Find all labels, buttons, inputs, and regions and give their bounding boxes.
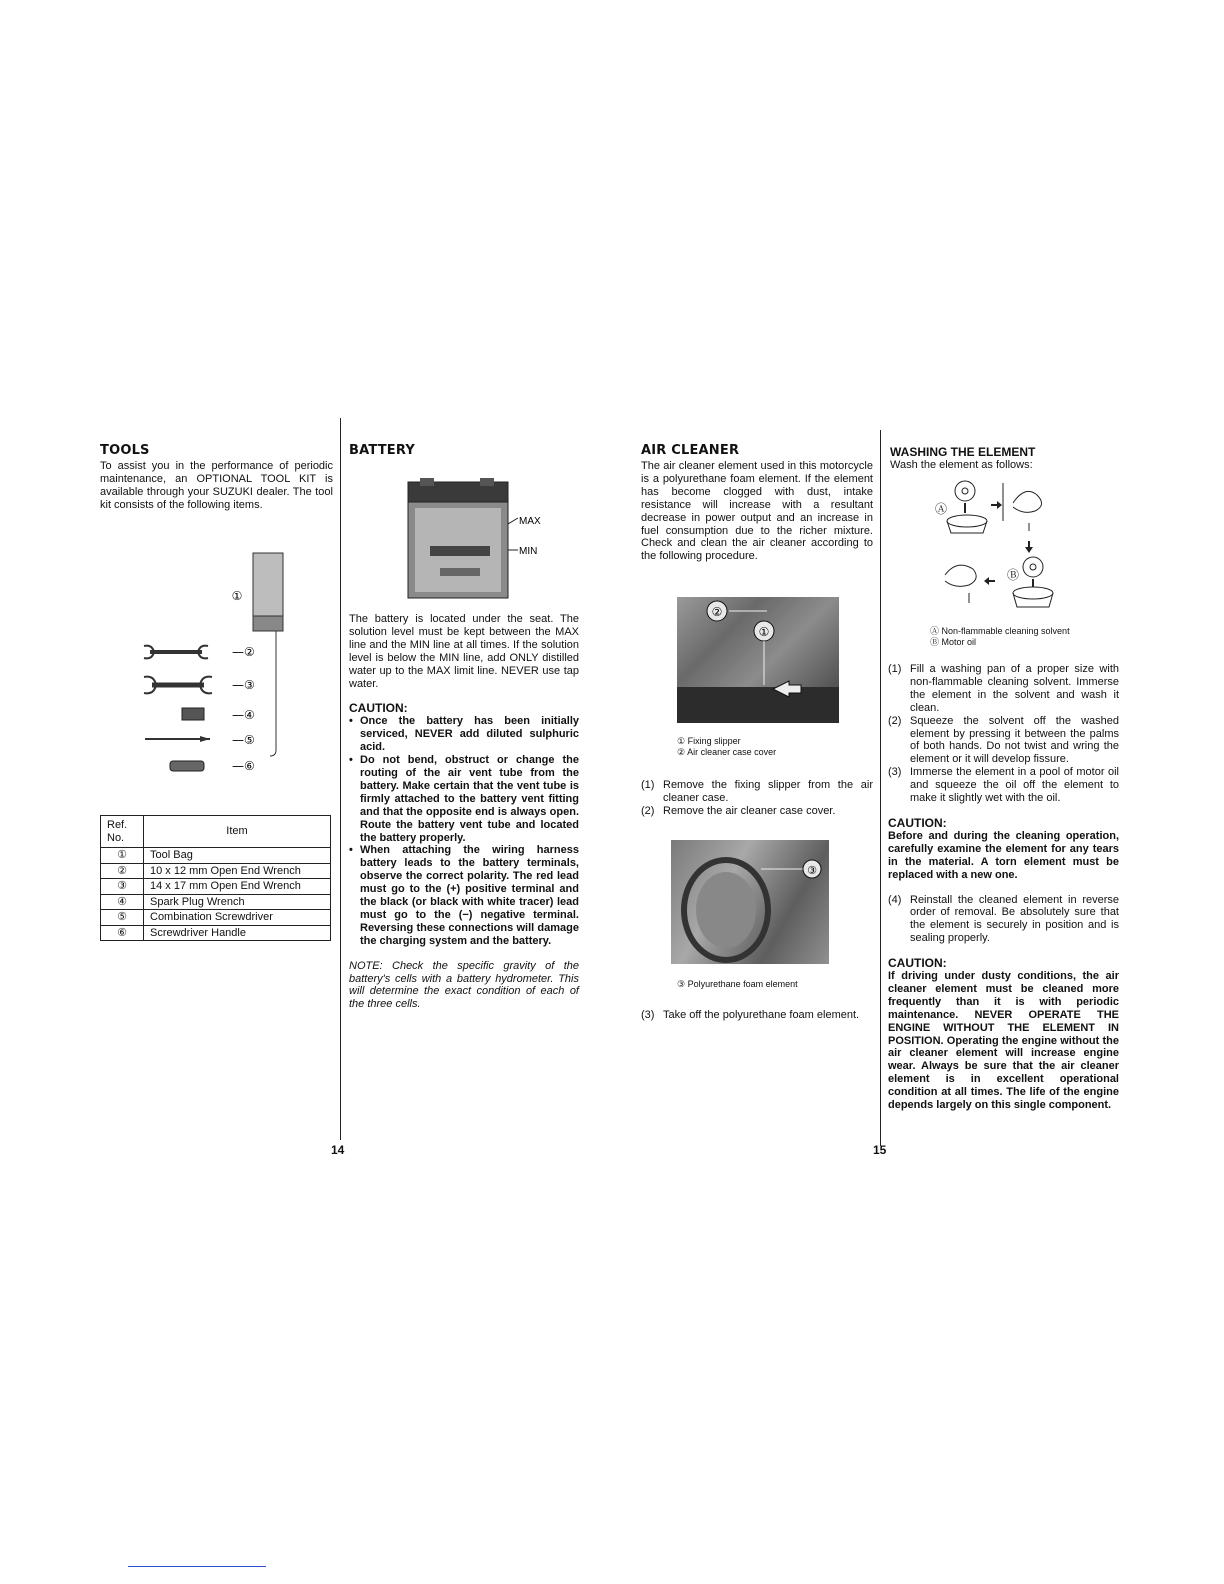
table-header-row: [101, 816, 331, 848]
callout-1: ①: [231, 589, 243, 603]
ref-no-header: Ref. No.: [101, 816, 144, 848]
item-header: Item: [144, 816, 331, 848]
screwdriver-handle-icon: [170, 761, 204, 771]
table-row: ③ 14 x 17 mm Open End Wrench: [101, 879, 331, 895]
tool-kit-illustration: [140, 548, 300, 778]
table-row: ④ Spark Plug Wrench: [101, 894, 331, 910]
list-item: (2) Remove the air cleaner case cover.: [641, 804, 836, 817]
callout-6: —⑥: [232, 759, 255, 773]
photo2-callout-3: ③: [807, 864, 817, 877]
diagram-label-b: Ⓑ: [1007, 568, 1020, 582]
battery-note: NOTE: Check the specific gravity of the battery's cells with a battery hydrometer. This will determine the exact condition of each of the three cells.: [349, 959, 579, 1011]
air-cleaner-section: [641, 443, 873, 563]
air-cleaner-heading: AIR CLEANER: [641, 443, 740, 458]
washing-step4: [888, 894, 1119, 946]
list-item: • When attaching the wiring harness battery leads to the battery terminals, observe the correct polarity. The red lead must go to the (+) positive terminal and the black (or black with white tracer) lead must go to the (−) negative terminal. Reversing these connections will damage the charging system and the battery.: [349, 844, 579, 947]
list-item: • Do not bend, obstruct or change the routing of the air vent tube from the battery. Make certain that the vent tube is firmly attached to the battery vent fitting and that the opposite end is always open. Route the battery vent tube and located the battery properly.: [349, 754, 579, 844]
hands-squeeze-icon: [1013, 491, 1042, 512]
table-row: ⑤ Combination Screwdriver: [101, 910, 331, 926]
table-row: ② 10 x 12 mm Open End Wrench: [101, 863, 331, 879]
open-end-wrench-large-icon: [144, 677, 212, 694]
air-cleaner-steps-b: [641, 1009, 873, 1022]
list-item: (3) Take off the polyurethane foam element.: [641, 1009, 860, 1021]
washing-caution1-heading: CAUTION:: [888, 815, 947, 830]
air-cleaner-steps-a: [641, 779, 873, 818]
tools-section: [100, 443, 333, 512]
battery-text: [349, 613, 579, 1011]
list-item: (3) Immerse the element in a pool of motor oil and squeeze the oil off the element to make it slightly wet with the oil.: [888, 766, 1119, 805]
photo2-caption: ③ Polyurethane foam element: [677, 979, 798, 989]
tools-intro: To assist you in the performance of periodic maintenance, an OPTIONAL TOOL KIT is available through your SUZUKI dealer. The tool kit consists of the following items.: [100, 460, 333, 511]
table-row: ⑥ Screwdriver Handle: [101, 925, 331, 941]
washing-caution2-body: If driving under dusty conditions, the air cleaner element must be cleaned more frequently than it is with periodic maintenance. NEVER OPERATE THE ENGINE WITHOUT THE ELEMENT IN POSITION. Operating the engine without the air cleaner element will increase engine wear. Always be sure that the air cleaner element is in excellent operational condition at all times. The life of the engine depends largely on this single component.: [888, 970, 1119, 1112]
washing-steps: [888, 663, 1119, 805]
hands-wring-icon: [945, 565, 976, 586]
washing-caution1-body: Before and during the cleaning operation, carefully examine the element for any tears in the material. A torn element must be replaced with a new one.: [888, 829, 1119, 881]
tools-heading: TOOLS: [100, 443, 150, 458]
column-divider-right: [880, 430, 881, 1146]
washing-text: [888, 663, 1119, 1112]
photo1-callout-1: ①: [758, 625, 770, 639]
washing-legend: Ⓐ Non-flammable cleaning solvent Ⓑ Motor oil: [930, 626, 1070, 647]
page-number-right: 15: [873, 1143, 887, 1157]
table-row: ① Tool Bag: [101, 848, 331, 864]
list-item: (2) Squeeze the solvent off the washed element by pressing it between the palms of both hands. Do not twist and wring the element or it will develop fissure.: [888, 714, 1119, 766]
column-divider: [340, 418, 341, 1140]
page-number-left: 14: [331, 1143, 345, 1157]
open-end-wrench-small-icon: [144, 646, 208, 659]
battery-body: The battery is located under the seat. The solution level must be kept between the MAX line and the MIN line at all times. If the solution level is below the MIN line, add ONLY distilled water up to the MAX limit line. NEVER use tap water.: [349, 613, 579, 690]
battery-caution-list: [349, 715, 579, 947]
battery-illustration: [400, 478, 560, 600]
list-item: (1) Fill a washing pan of a proper size with non-flammable cleaning solvent. Immerse the element in the solvent and wash it clean.: [888, 663, 1119, 714]
list-item: (4) Reinstall the cleaned element in reverse order of removal. Be absolutely sure that the element is securely in position and is sealing properly.: [888, 893, 1119, 945]
battery-heading: BATTERY: [349, 443, 415, 458]
washing-intro: Wash the element as follows:: [890, 459, 1033, 471]
air-cleaner-cover-photo: [677, 597, 839, 723]
diagram-label-a: Ⓐ: [935, 502, 948, 516]
battery-caution-heading: CAUTION:: [349, 701, 408, 716]
washing-caution2-heading: CAUTION:: [888, 956, 947, 971]
washing-heading: WASHING THE ELEMENT: [890, 445, 1036, 459]
photo1-callout-2: ②: [711, 605, 723, 619]
callout-2: —②: [232, 645, 255, 659]
air-cleaner-body: The air cleaner element used in this motorcycle is a polyurethane foam element. If the element has become clogged with dust, intake resistance will increase with a resultant decrease in power output and an increase in fuel consumption due to the richer mixture. Check and clean the air cleaner according to the following procedure.: [641, 460, 873, 563]
spark-plug-wrench-icon: [182, 708, 204, 720]
washing-section: [890, 445, 1120, 472]
min-label: MIN: [519, 546, 538, 557]
list-item: (1) Remove the fixing slipper from the air cleaner case.: [641, 779, 873, 804]
photo1-captions: ① Fixing slipper ② Air cleaner case cover: [677, 736, 777, 757]
foam-element-photo: [671, 840, 829, 964]
tools-table: [100, 815, 331, 941]
callout-4: —④: [232, 708, 255, 722]
washing-diagram: [925, 475, 1075, 615]
callout-3: —③: [232, 678, 255, 692]
callout-5: —⑤: [232, 733, 255, 747]
list-item: • Once the battery has been initially serviced, NEVER add diluted sulphuric acid.: [349, 715, 579, 754]
max-label: MAX: [519, 516, 541, 527]
footer-rule: [128, 1566, 266, 1567]
